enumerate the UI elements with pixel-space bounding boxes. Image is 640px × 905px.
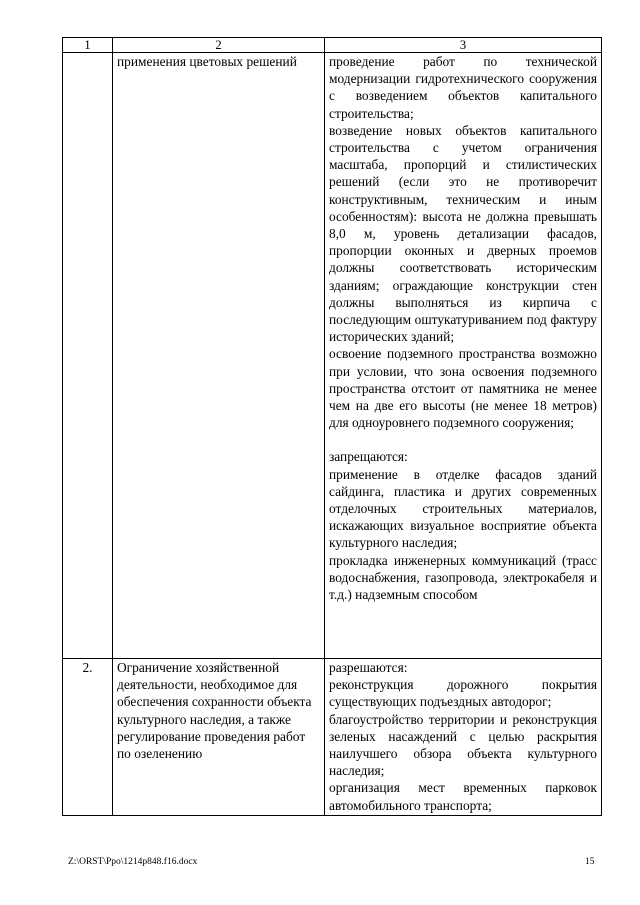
- table-header-row: [63, 38, 602, 53]
- restriction-name: Ограничение хозяйственной деятельности, необходимое для обеспечения сохранности объекта культурного наследия, а также регулирование проведения работ по озеленению: [113, 659, 325, 816]
- restriction-name: применения цветовых решений: [113, 53, 325, 659]
- file-path: Z:\ORST\Ppo\1214p848.f16.docx: [68, 857, 198, 867]
- row-number: 2.: [63, 659, 113, 816]
- requirements-cell: [325, 53, 602, 659]
- header-cell-1: 1: [63, 38, 113, 53]
- page-number: 15: [585, 857, 595, 867]
- requirements-cell: [325, 659, 602, 816]
- allowed-heading: разрешаются:: [329, 660, 408, 675]
- prohibited-paragraph: применение в отделке фасадов зданий сайдинга, пластика и других современных отделочных строительных материалов, искажающих визуальное восприятие объекта культурного наследия;: [329, 466, 597, 551]
- header-cell-3: 3: [325, 38, 602, 53]
- table-row: [63, 659, 602, 816]
- table-row: [63, 53, 602, 659]
- prohibited-paragraph: прокладка инженерных коммуникаций (трасс водоснабжения, газопровода, электрокабеля и т.д.) надземным способом: [329, 552, 597, 603]
- requirement-paragraph: возведение новых объектов капитального строительства с учетом ограничения масштаба, пропорций и стилистических решений (если это не противоречит конструктивным, техническим и иным особенностям): высота не должна превышать 8,0 м, уровень детализации фасадов, пропорции оконных и дверных проемов должны соответствовать историческим зданиям; ограждающие конструкции стен должны выполняться из кирпича с последующим оштукатуриванием под фактуру исторических зданий;: [329, 122, 597, 345]
- header-cell-2: 2: [113, 38, 325, 53]
- requirement-paragraph: организация мест временных парковок автомобильного транспорта;: [329, 780, 597, 813]
- requirement-paragraph: благоустройство территории и реконструкция зеленых насаждений с целью раскрытия наилучшего обзора объекта культурного наследия;: [329, 711, 597, 779]
- prohibited-heading: запрещаются:: [329, 449, 408, 465]
- requirement-paragraph: проведение работ по технической модернизации гидротехнического сооружения с возведением объектов капитального строительства;: [329, 54, 597, 121]
- requirement-paragraph: реконструкция дорожного покрытия существующих подъездных автодорог;: [329, 677, 597, 710]
- row-number: [63, 53, 113, 659]
- requirement-paragraph: освоение подземного пространства возможно при условии, что зона освоения подземного пространства отстоит от памятника не менее чем на две его высоты (не менее 18 метров) для одноуровнего подземного сооружения;: [329, 346, 597, 431]
- document-table: [62, 37, 602, 816]
